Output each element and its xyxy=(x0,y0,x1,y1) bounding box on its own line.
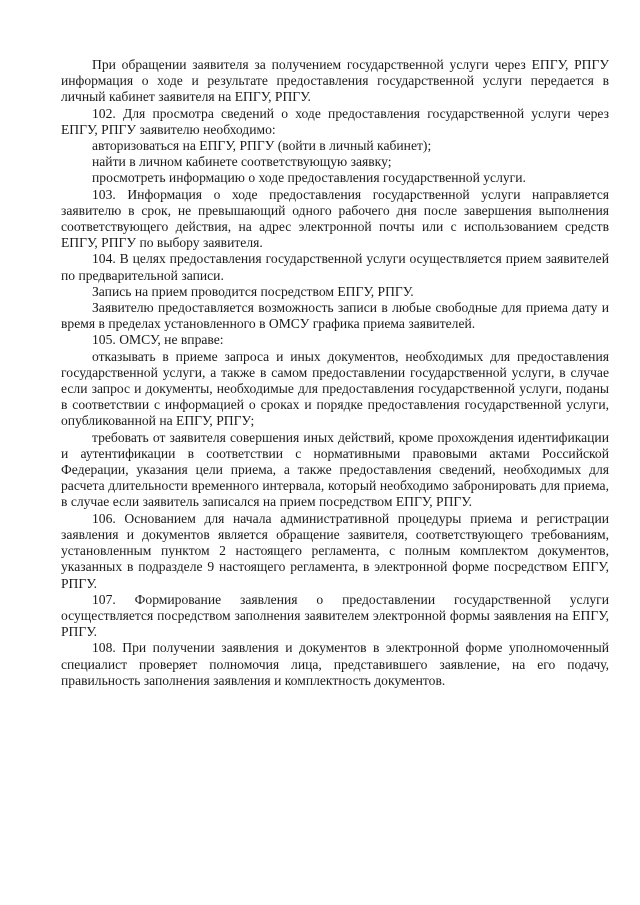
paragraph-105: 105. ОМСУ, не вправе: xyxy=(92,332,224,348)
list-item-no-refusal: отказывать в приеме запроса и иных документов, необходимых для предоставления государственной услуги, а также в самом предоставлении государственной услуги, в случае если запрос и документы, необходимые для предоставления государственной услуги, поданы в соответствии с информацией о сроках и порядке предоставления государственной услуги, опубликованной на ЕПГУ, РПГУ; xyxy=(61,348,609,429)
list-item-no-extra-actions: требовать от заявителя совершения иных действий, кроме прохождения идентификации и аутентификации в соответствии с нормативными правовыми актами Российской Федерации, указания цели приема, а также предоставления сведений, необходимых для расчета длительности временного интервала, который необходимо забронировать для приема, в случае если заявитель записался на прием посредством ЕПГУ, РПГУ. xyxy=(61,429,609,510)
paragraph-102: 102. Для просмотра сведений о ходе предоставления государственной услуги через ЕПГУ, РПГУ заявителю необходимо: xyxy=(61,105,609,137)
list-item-authorize: авторизоваться на ЕПГУ, РПГУ (войти в личный кабинет); xyxy=(92,138,432,154)
paragraph-appointment: Запись на прием проводится посредством ЕПГУ, РПГУ. xyxy=(92,283,414,299)
paragraph-108: 108. При получении заявления и документов в электронной форме уполномоченный специалист проверяет полномочия лица, представившего заявление, на его подачу, правильность заполнения заявления и комплектность документов. xyxy=(61,640,609,688)
paragraph-103: 103. Информация о ходе предоставления государственной услуги направляется заявителю в срок, не превышающий одного рабочего дня после завершения выполнения соответствующего действия, на адрес электронной почты или с использованием средств ЕПГУ, РПГУ по выбору заявителя. xyxy=(61,186,609,251)
paragraph-104: 104. В целях предоставления государственной услуги осуществляется прием заявителей по предварительной записи. xyxy=(61,251,609,283)
paragraph-intro: При обращении заявителя за получением государственной услуги через ЕПГУ, РПГУ информация о ходе и результате предоставления государственной услуги передается в личный кабинет заявителя на ЕПГУ, РПГУ. xyxy=(61,57,609,105)
paragraph-107: 107. Формирование заявления о предоставлении государственной услуги осуществляется посредством заполнения заявителем электронной формы заявления на ЕПГУ, РПГУ. xyxy=(61,591,609,640)
paragraph-106: 106. Основанием для начала административной процедуры приема и регистрации заявления и документов является обращение заявителя, соответствующего требованиям, установленным пунктом 2 настоящего регламента, с полным комплектом документов, указанных в подразделе 9 настоящего регламента, в электронной форме посредством ЕПГУ, РПГУ. xyxy=(61,510,609,591)
list-item-view-info: просмотреть информацию о ходе предоставления государственной услуги. xyxy=(92,170,526,186)
list-item-find-request: найти в личном кабинете соответствующую заявку; xyxy=(92,154,392,170)
paragraph-appointment-choice: Заявителю предоставляется возможность записи в любые свободные для приема дату и время в пределах установленного в ОМСУ графика приема заявителей. xyxy=(61,300,609,332)
document-page xyxy=(61,57,609,689)
